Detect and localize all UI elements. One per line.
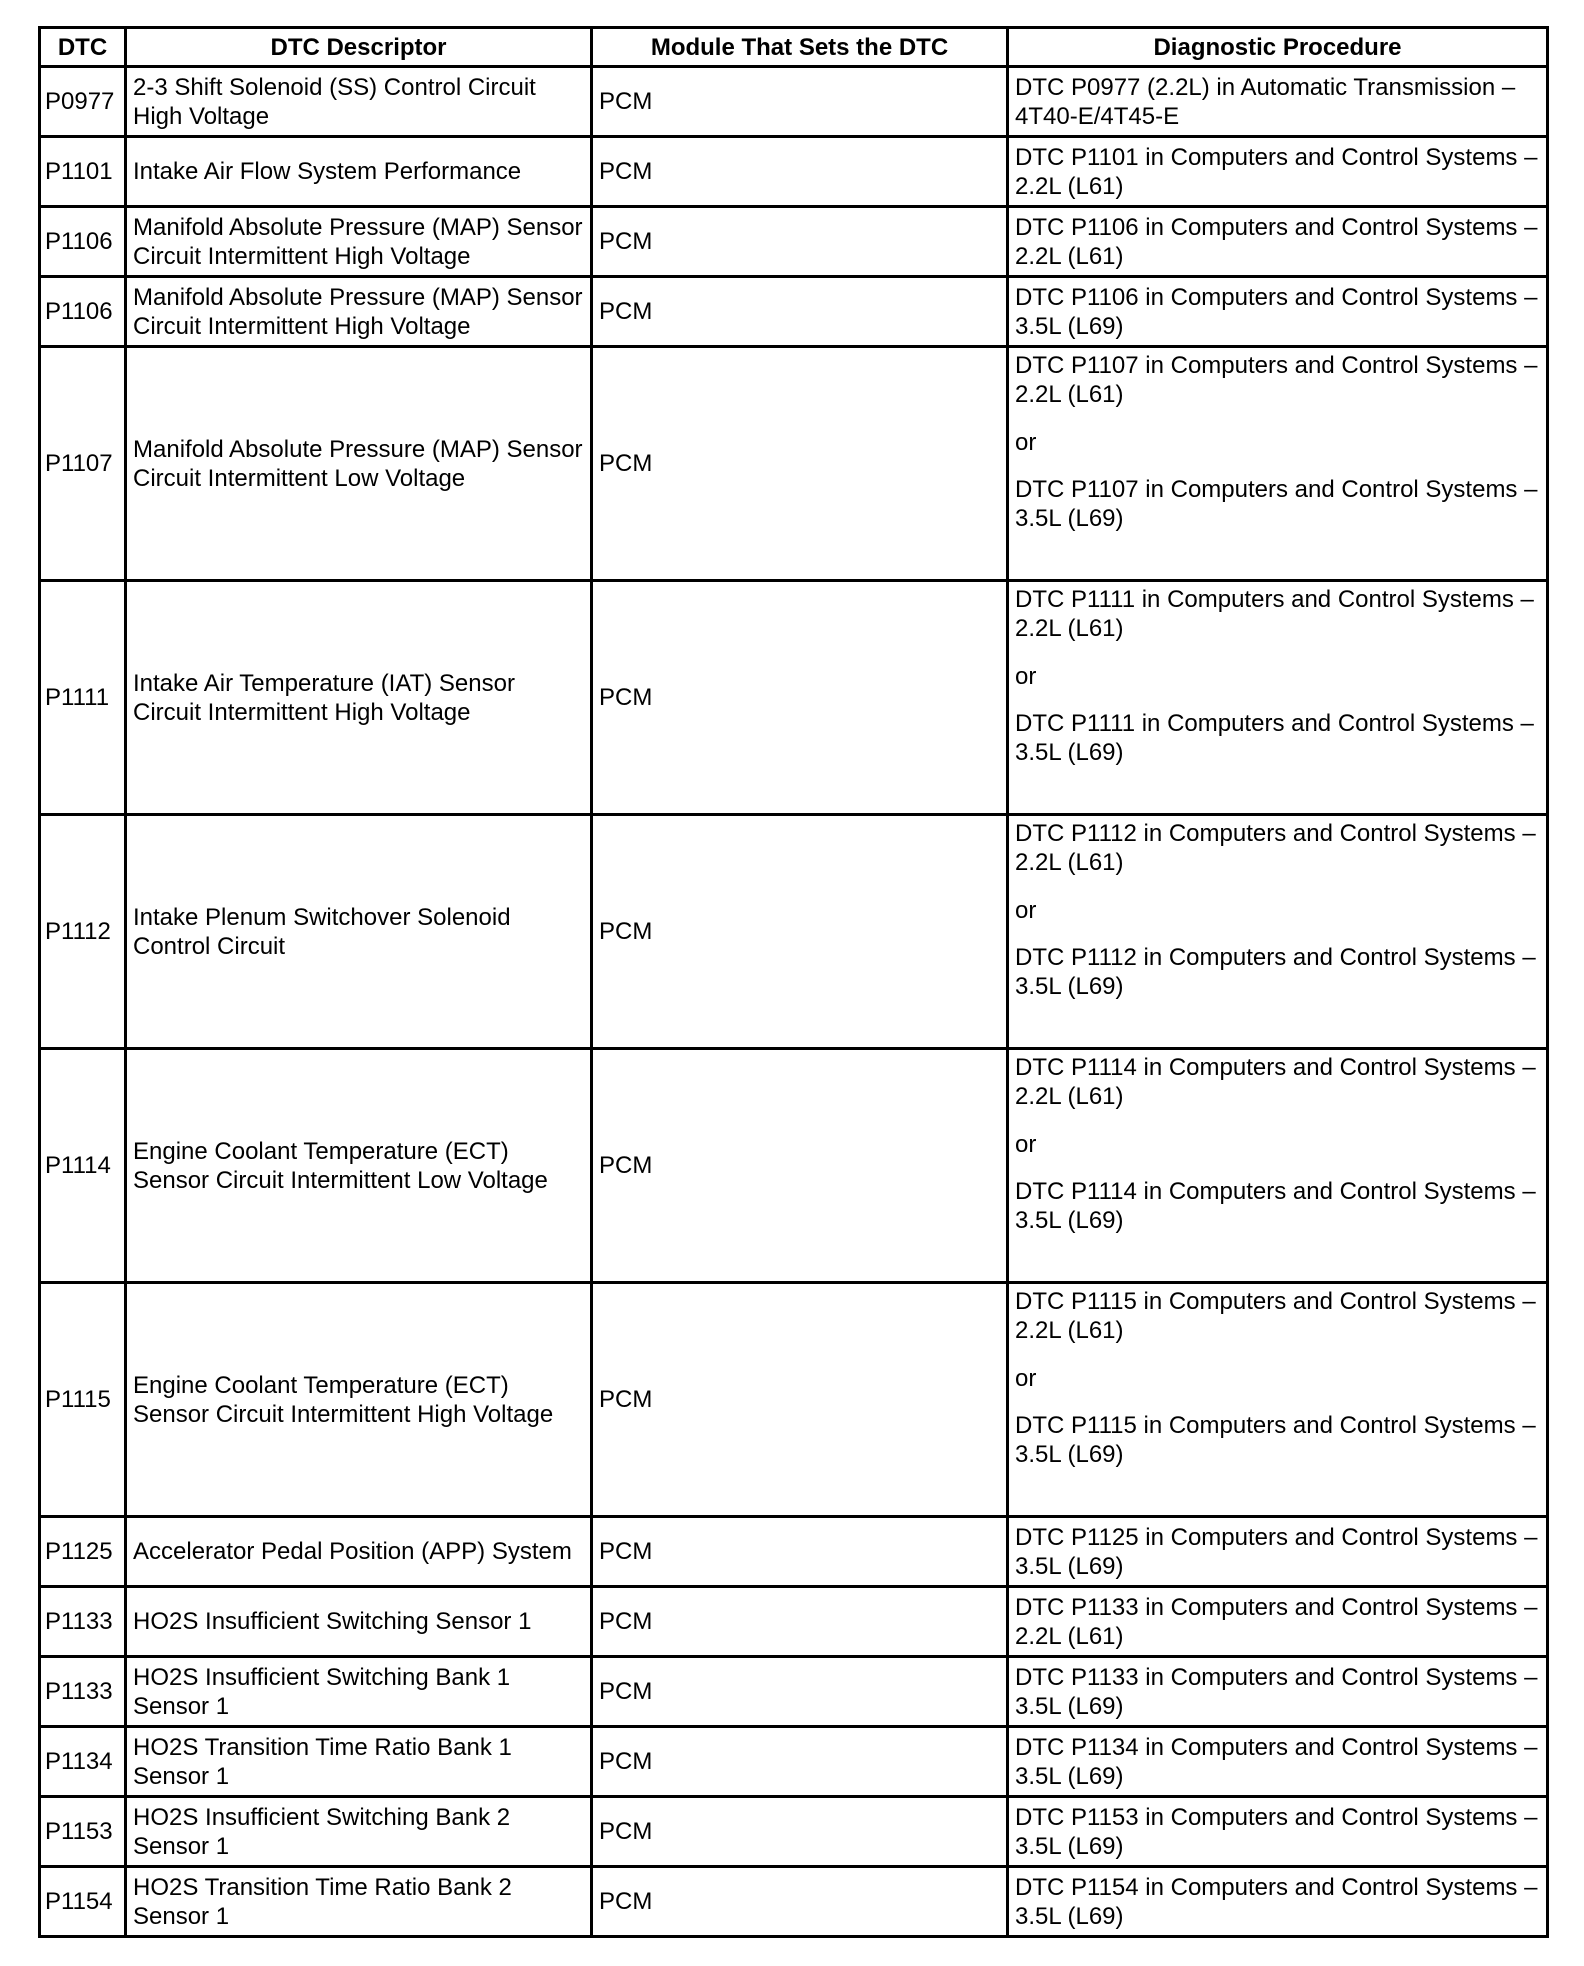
procedure-or-separator: or: [1015, 429, 1037, 456]
header-module: Module That Sets the DTC: [592, 28, 1008, 67]
procedure-line: DTC P1115 in Computers and Control Systems – 2.2L (L61): [1015, 1288, 1536, 1344]
table-row: [40, 1517, 1548, 1587]
table-row: [40, 137, 1548, 207]
procedure-line: DTC P1112 in Computers and Control Systems – 3.5L (L69): [1015, 944, 1536, 1000]
procedure-line: DTC P1106 in Computers and Control Systems – 2.2L (L61): [1015, 213, 1538, 270]
procedure-or-separator: or: [1015, 897, 1037, 924]
table-row: [40, 1727, 1548, 1797]
cell-procedure: [1008, 1283, 1548, 1517]
procedure-line: DTC P0977 (2.2L) in Automatic Transmission – 4T40-E/4T45-E: [1015, 73, 1516, 130]
procedure-line: DTC P1106 in Computers and Control Systems – 3.5L (L69): [1015, 283, 1538, 340]
cell-dtc: P1134: [40, 1727, 126, 1797]
cell-module: PCM: [592, 815, 1008, 1049]
cell-module: PCM: [592, 277, 1008, 347]
cell-dtc: P1115: [40, 1283, 126, 1517]
cell-procedure: [1008, 347, 1548, 581]
procedure-line: DTC P1107 in Computers and Control Systems – 3.5L (L69): [1015, 476, 1538, 532]
cell-descriptor: Manifold Absolute Pressure (MAP) Sensor Circuit Intermittent Low Voltage: [126, 347, 592, 581]
cell-descriptor: 2-3 Shift Solenoid (SS) Control Circuit High Voltage: [126, 67, 592, 137]
header-row: [40, 28, 1548, 67]
table-row: [40, 277, 1548, 347]
cell-module: PCM: [592, 1727, 1008, 1797]
cell-procedure: [1008, 1517, 1548, 1587]
cell-dtc: P0977: [40, 67, 126, 137]
cell-dtc: P1133: [40, 1657, 126, 1727]
cell-descriptor: HO2S Insufficient Switching Sensor 1: [126, 1587, 592, 1657]
table-row: [40, 581, 1548, 815]
cell-dtc: P1125: [40, 1517, 126, 1587]
procedure-line: DTC P1134 in Computers and Control Systems – 3.5L (L69): [1015, 1733, 1538, 1790]
procedure-line: DTC P1107 in Computers and Control Systems – 2.2L (L61): [1015, 352, 1538, 408]
table-row: [40, 1587, 1548, 1657]
cell-module: PCM: [592, 1587, 1008, 1657]
procedure-line: DTC P1125 in Computers and Control Systems – 3.5L (L69): [1015, 1523, 1538, 1580]
cell-module: PCM: [592, 581, 1008, 815]
cell-procedure: [1008, 815, 1548, 1049]
procedure-line: DTC P1154 in Computers and Control Systems – 3.5L (L69): [1015, 1873, 1538, 1930]
cell-descriptor: HO2S Transition Time Ratio Bank 1 Sensor 1: [126, 1727, 592, 1797]
procedure-line: DTC P1111 in Computers and Control Systems – 2.2L (L61): [1015, 586, 1534, 642]
table-row: [40, 815, 1548, 1049]
cell-descriptor: HO2S Insufficient Switching Bank 2 Sensor 1: [126, 1797, 592, 1867]
table-body: [40, 67, 1548, 1937]
cell-procedure: [1008, 1657, 1548, 1727]
dtc-table: [38, 26, 1549, 1938]
cell-module: PCM: [592, 207, 1008, 277]
cell-descriptor: HO2S Transition Time Ratio Bank 2 Sensor 1: [126, 1867, 592, 1937]
table-row: [40, 1283, 1548, 1517]
procedure-or-separator: or: [1015, 1365, 1037, 1392]
procedure-line: DTC P1133 in Computers and Control Systems – 2.2L (L61): [1015, 1593, 1538, 1650]
cell-procedure: [1008, 1049, 1548, 1283]
cell-module: PCM: [592, 1283, 1008, 1517]
cell-descriptor: HO2S Insufficient Switching Bank 1 Sensor 1: [126, 1657, 592, 1727]
table-row: [40, 1797, 1548, 1867]
header-procedure: Diagnostic Procedure: [1008, 28, 1548, 67]
cell-module: PCM: [592, 1867, 1008, 1937]
table-row: [40, 67, 1548, 137]
table-row: [40, 1049, 1548, 1283]
cell-dtc: P1153: [40, 1797, 126, 1867]
cell-module: PCM: [592, 67, 1008, 137]
cell-dtc: P1107: [40, 347, 126, 581]
cell-procedure: [1008, 1587, 1548, 1657]
cell-descriptor: Intake Plenum Switchover Solenoid Control Circuit: [126, 815, 592, 1049]
cell-procedure: [1008, 581, 1548, 815]
cell-procedure: [1008, 137, 1548, 207]
cell-module: PCM: [592, 1049, 1008, 1283]
cell-descriptor: Intake Air Flow System Performance: [126, 137, 592, 207]
header-dtc: DTC: [40, 28, 126, 67]
cell-descriptor: Intake Air Temperature (IAT) Sensor Circuit Intermittent High Voltage: [126, 581, 592, 815]
cell-dtc: P1114: [40, 1049, 126, 1283]
cell-procedure: [1008, 1797, 1548, 1867]
cell-module: PCM: [592, 1657, 1008, 1727]
procedure-line: DTC P1153 in Computers and Control Systems – 3.5L (L69): [1015, 1803, 1538, 1860]
cell-dtc: P1154: [40, 1867, 126, 1937]
cell-dtc: P1111: [40, 581, 126, 815]
cell-procedure: [1008, 1727, 1548, 1797]
cell-descriptor: Engine Coolant Temperature (ECT) Sensor Circuit Intermittent High Voltage: [126, 1283, 592, 1517]
cell-module: PCM: [592, 137, 1008, 207]
procedure-line: DTC P1115 in Computers and Control Systems – 3.5L (L69): [1015, 1412, 1536, 1468]
cell-descriptor: Manifold Absolute Pressure (MAP) Sensor Circuit Intermittent High Voltage: [126, 207, 592, 277]
cell-module: PCM: [592, 1517, 1008, 1587]
table-row: [40, 1657, 1548, 1727]
procedure-line: DTC P1101 in Computers and Control Systems – 2.2L (L61): [1015, 143, 1538, 200]
cell-procedure: [1008, 207, 1548, 277]
procedure-line: DTC P1133 in Computers and Control Systems – 3.5L (L69): [1015, 1663, 1538, 1720]
cell-descriptor: Manifold Absolute Pressure (MAP) Sensor Circuit Intermittent High Voltage: [126, 277, 592, 347]
procedure-line: DTC P1111 in Computers and Control Systems – 3.5L (L69): [1015, 710, 1534, 766]
procedure-or-separator: or: [1015, 663, 1037, 690]
cell-module: PCM: [592, 1797, 1008, 1867]
cell-descriptor: Engine Coolant Temperature (ECT) Sensor Circuit Intermittent Low Voltage: [126, 1049, 592, 1283]
procedure-line: DTC P1114 in Computers and Control Systems – 2.2L (L61): [1015, 1054, 1536, 1110]
cell-dtc: P1106: [40, 277, 126, 347]
table-row: [40, 207, 1548, 277]
cell-dtc: P1106: [40, 207, 126, 277]
cell-module: PCM: [592, 347, 1008, 581]
cell-dtc: P1112: [40, 815, 126, 1049]
procedure-or-separator: or: [1015, 1131, 1037, 1158]
procedure-line: DTC P1112 in Computers and Control Systems – 2.2L (L61): [1015, 820, 1536, 876]
cell-dtc: P1101: [40, 137, 126, 207]
header-descriptor: DTC Descriptor: [126, 28, 592, 67]
cell-procedure: [1008, 277, 1548, 347]
cell-procedure: [1008, 1867, 1548, 1937]
cell-descriptor: Accelerator Pedal Position (APP) System: [126, 1517, 592, 1587]
procedure-line: DTC P1114 in Computers and Control Systems – 3.5L (L69): [1015, 1178, 1536, 1234]
table-row: [40, 1867, 1548, 1937]
table-row: [40, 347, 1548, 581]
cell-procedure: [1008, 67, 1548, 137]
cell-dtc: P1133: [40, 1587, 126, 1657]
